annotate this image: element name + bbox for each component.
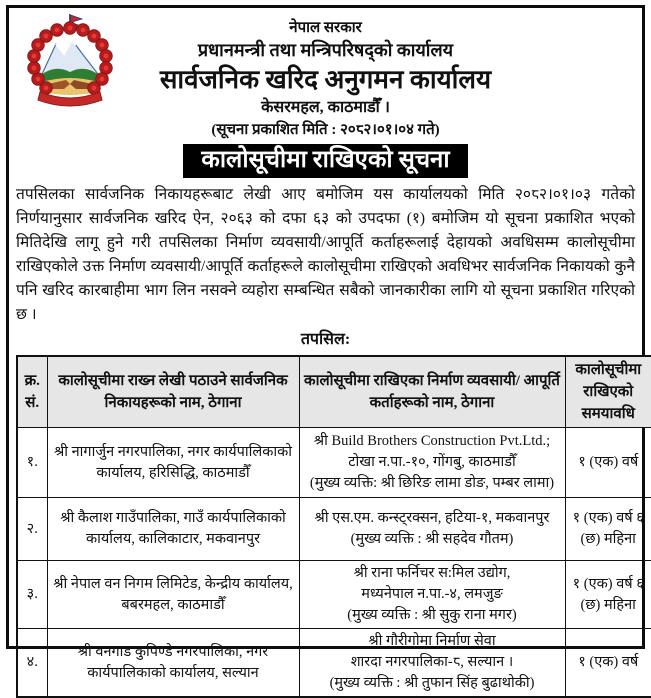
cell-duration: १ (एक) वर्ष [565, 428, 651, 498]
cell-serial: ४. [17, 629, 47, 698]
document-frame [6, 5, 645, 691]
cell-serial: ३. [17, 561, 47, 629]
table-header-row [17, 356, 651, 428]
gov-title: नेपाल सरकार [289, 20, 362, 36]
published-date: (सूचना प्रकाशित मिति : २०८२।०१।०४ गते) [211, 122, 440, 138]
cell-duration: १ (एक) वर्ष ६ (छ) महिना [565, 498, 651, 561]
cell-serial: २. [17, 498, 47, 561]
banner-row [16, 144, 635, 178]
office-title: सार्वजनिक खरिद अनुगमन कार्यालय [159, 65, 492, 94]
cell-agency: श्री कैलाश गाउँपालिका, गाउँ कार्यपालिकाको कार्यालय, कालिकाटार, मकवानपुर [47, 498, 299, 561]
table-row [17, 561, 651, 629]
notice-paragraph: तपसिलका सार्वजनिक निकायहरूबाट लेखी आए बमोजिम यस कार्यालयको मिति २०८२।०१।०३ गतेको निर्णयानुसार सार्वजनिक खरिद ऐन, २०६३ को दफा ६३ को उपदफा (१) बमोजिम यो सूचना प्रकाशित भएको मितिदेखि लागू हुने गरी तपसिलका निर्माण व्यवसायी/आपूर्ति कर्ताहरूलाई देहायको अवधिसम्म कालोसूचीमा राखिएकोले उक्त निर्माण व्यवसायी/आपूर्ति कर्ताहरूले कालोसूचीमा राखिएको अवधिभर सार्वजनिक निकायको कुनै पनि खरिद कारबाहीमा भाग लिन नसक्ने व्यहोरा सम्बन्धित सबैको जानकारीका लागि यो सूचना प्रकाशित गरिएको छ । [16, 186, 635, 323]
notice-banner-title: कालोसूचीमा राखिएको सूचना [183, 144, 467, 178]
cell-blacklisted: श्री गौरीगोमा निर्माण सेवा शारदा नगरपालिका-८, सल्यान । (मुख्य व्यक्ति : श्री तुफान सिंह बुढाथोकी) [299, 629, 565, 698]
cell-blacklisted: श्री एस.एम. कन्स्ट्रक्सन, हटिया-१, मकवानपुर (मुख्य व्यक्ति : श्री सहदेव गौतम) [299, 498, 565, 561]
cell-blacklisted: श्री Build Brothers Construction Pvt.Ltd.; टोखा न.पा.-१०, गोंगबु, काठमाडौँ (मुख्य व्यक्ति: श्री छिरिङ लामा डोङ, पम्बर लामा) [299, 428, 565, 498]
cell-agency: श्री नागार्जुन नगरपालिका, नगर कार्यपालिकाको कार्यालय, हरिसिद्धि, काठमाडौँ [47, 428, 299, 498]
schedule-label: तपसिल: [300, 331, 351, 348]
office-address: केसरमहल, काठमाडौँ । [261, 99, 390, 116]
ministry-title: प्रधानमन्त्री तथा मन्त्रिपरिषद्को कार्यालय [197, 40, 454, 60]
cell-duration: १ (एक) वर्ष [565, 629, 651, 698]
col-header-serial: क्र. सं. [17, 356, 47, 428]
document-header [16, 12, 635, 142]
table-row [17, 428, 651, 498]
cell-agency: श्री नेपाल वन निगम लिमिटेड, केन्द्रीय कार्यालय, बबरमहल, काठमाडौँ [47, 561, 299, 629]
col-header-duration: कालोसूचीमा राखिएको समयावधि [565, 356, 651, 428]
cell-blacklisted: श्री राना फर्निचर स:मिल उद्योग, मध्यनेपाल न.पा.-४, लमजुङ (मुख्य व्यक्ति : श्री सुकु राना मगर) [299, 561, 565, 629]
nepal-government-emblem-icon [24, 14, 116, 114]
table-row [17, 629, 651, 698]
cell-serial: १. [17, 428, 47, 498]
col-header-blacklisted: कालोसूचीमा राखिएका निर्माण व्यवसायी/ आपूर्ति कर्ताहरूको नाम, ठेगाना [299, 356, 565, 428]
blacklist-table [16, 355, 651, 698]
cell-agency: श्री वनगाड कुपिण्डे नगरपालिका, नगर कार्यपालिकाको कार्यालय, सल्यान [47, 629, 299, 698]
table-row [17, 498, 651, 561]
col-header-agency: कालोसूचीमा राख्न लेखी पठाउने सार्वजनिक निकायहरूको नाम, ठेगाना [47, 356, 299, 428]
cell-duration: १ (एक) वर्ष ६ (छ) महिना [565, 561, 651, 629]
